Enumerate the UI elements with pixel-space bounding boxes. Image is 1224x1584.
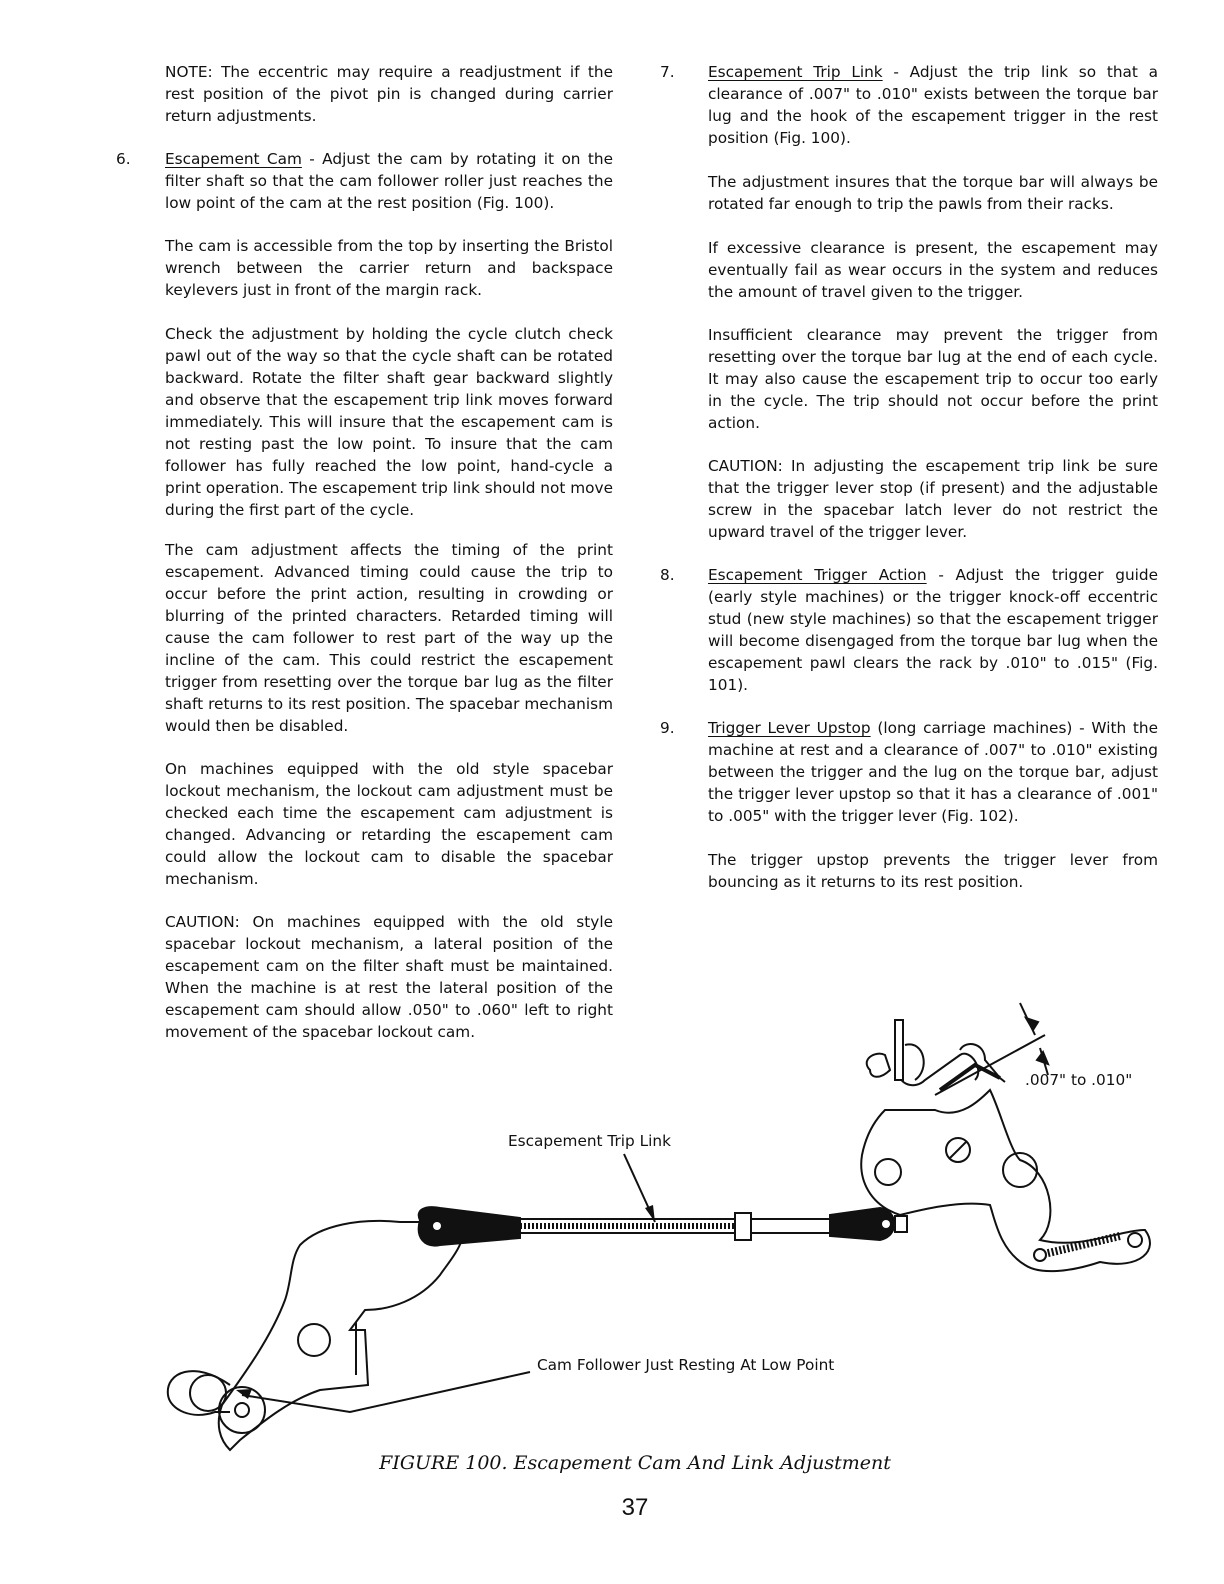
- trigger-hole-right: [1003, 1153, 1037, 1187]
- item-7-number: 7.: [660, 63, 675, 81]
- item-9-title: Trigger Lever Upstop: [708, 719, 871, 737]
- item-6-number: 6.: [116, 150, 131, 168]
- item-6-p4-text: On machines equipped with the old style spacebar lockout mechanism, the lockout cam adjustment must be checked each time the escapement cam adjustment is changed. Advancing or retarding the escapement cam could allow the lockout cam to disable the spacebar mechanism.: [165, 760, 613, 888]
- item-8-lead-text: - Adjust the trigger guide (early style machines) or the trigger knock-off eccentric stud (new style machines) so that the escapement trigger will become disengaged from the torque bar lug when the escapement pawl clears the rack by .010" to .015" (Fig. 101).: [708, 566, 1159, 694]
- cam-follower-lever: [168, 1221, 463, 1450]
- item-7-lead-text: - Adjust the trip link so that a clearance of .007" to .010" exists between the torque bar lug and the hook of the escapement trigger in the rest position (Fig. 100).: [708, 63, 1158, 147]
- item-6-title: Escapement Cam: [165, 150, 302, 168]
- trigger-hole-left: [875, 1159, 901, 1185]
- item-6-lead-text: - Adjust the cam by rotating it on the filter shaft so that the cam follower roller just reaches the low point of the cam at the rest position (Fig. 100).: [165, 150, 613, 212]
- item-8-number: 8.: [660, 566, 675, 584]
- caution-right-text: CAUTION: In adjusting the escapement trip link be sure that the trigger lever stop (if present) and the adjustable screw in the spacebar latch lever do not restrict the upward travel of the trigger lever.: [708, 457, 1158, 541]
- clearance-label: .007" to .010": [1025, 1071, 1133, 1089]
- item-9-number: 9.: [660, 719, 675, 737]
- note-text: NOTE: The eccentric may require a readjustment if the rest position of the pivot pin is changed during carrier return adjustments.: [165, 63, 613, 125]
- item-9-p1-text: The trigger upstop prevents the trigger lever from bouncing as it returns to its rest position.: [708, 851, 1158, 891]
- page-number: 37: [621, 1494, 649, 1521]
- item-8-title: Escapement Trigger Action: [708, 566, 927, 584]
- item-7-p2-text: If excessive clearance is present, the escapement may eventually fail as wear occurs in the system and reduces the amount of travel given to the trigger.: [708, 239, 1158, 301]
- item-7-p3-text: Insufficient clearance may prevent the trigger from resetting over the torque bar lug at the end of each cycle. It may also cause the escapement trip to occur too early in the cycle. The trip should not occur before the print action.: [708, 326, 1158, 432]
- caution-left-text: CAUTION: On machines equipped with the old style spacebar lockout mechanism, a lateral position of the escapement cam on the filter shaft must be maintained. When the machine is at rest the lateral position of the escapement cam should allow .050" to .060" left to right movement of the spacebar lockout cam.: [165, 913, 613, 1041]
- item-6-p1-text: The cam is accessible from the top by inserting the Bristol wrench between the carrier return and backspace keylevers just in front of the margin rack.: [165, 237, 613, 299]
- trip-link-label: Escapement Trip Link: [508, 1132, 671, 1150]
- item-7-title: Escapement Trip Link: [708, 63, 883, 81]
- item-6-p3-text: The cam adjustment affects the timing of the print escapement. Advanced timing could cause the trip to occur before the print action, resulting in crowding or blurring of the printed characters. Retarded timing will cause the cam follower to rest part of the way up the incline of the cam. This could restrict the escapement trigger from resetting over the torque bar lug as the filter shaft returns to its rest position. The spacebar mechanism would then be disabled.: [165, 541, 613, 735]
- spring-anchor: [1128, 1233, 1142, 1247]
- cam-follower-roller-hub: [235, 1403, 249, 1417]
- item-9-lead-text: (long carriage machines) - With the machine at rest and a clearance of .007" to .010" existing between the trigger and the lug on the torque bar, adjust the trigger lever upstop so that it has a clearance of .001" to .005" with the trigger lever (Fig. 102).: [708, 719, 1158, 825]
- escapement-trip-link: [419, 1207, 907, 1245]
- lever-hole: [298, 1324, 330, 1356]
- cam-follower-label: Cam Follower Just Resting At Low Point: [537, 1356, 835, 1374]
- lever-pivot-hole: [190, 1375, 226, 1411]
- item-7-p1-text: The adjustment insures that the torque bar will always be rotated far enough to trip the pawls from their racks.: [708, 173, 1158, 213]
- figure-caption: FIGURE 100. Escapement Cam And Link Adjustment: [379, 1452, 891, 1474]
- item-6-p2-text: Check the adjustment by holding the cycle clutch check pawl out of the way so that the cycle shaft can be rotated backward. Rotate the filter shaft gear backward slightly and observe that the escapement trip link moves forward immediately. This will insure that the escapement cam is not resting past the low point. To insure that the cam follower has fully reached the low point, hand-cycle a print operation. The escapement trip link should not move during the first part of the cycle.: [165, 325, 613, 519]
